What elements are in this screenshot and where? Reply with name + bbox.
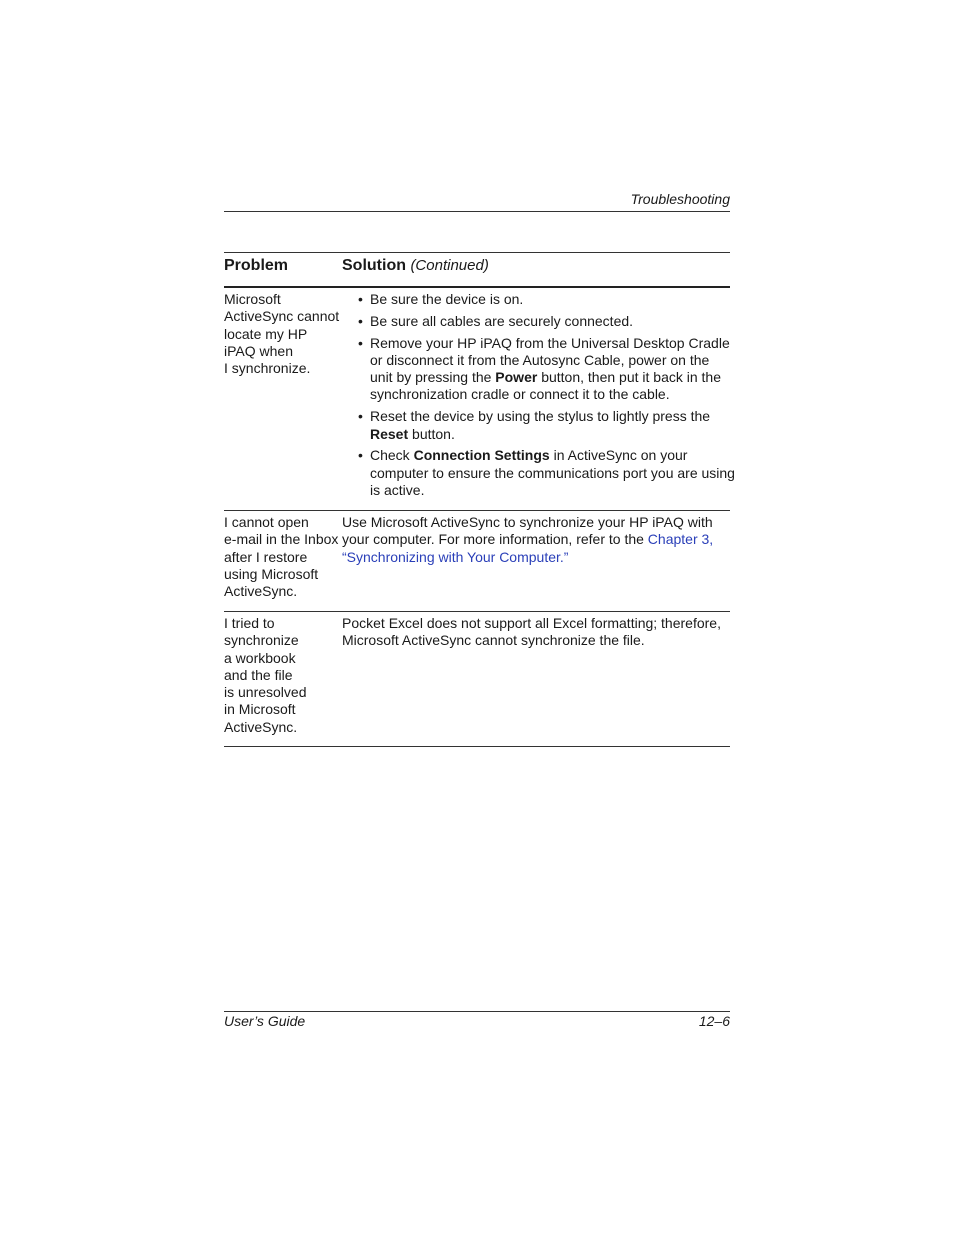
- bullet-item: [342, 313, 730, 330]
- bullet-text: synchronization cradle or connect it to the cable.: [370, 386, 670, 403]
- bold-term-power: Power: [495, 369, 538, 386]
- problem-line: locate my HP: [224, 325, 308, 342]
- footer-guide-title: User’s Guide: [224, 1013, 306, 1029]
- solution-text: Use Microsoft ActiveSync to synchronize your HP iPAQ with: [342, 514, 713, 530]
- bullet-text: [370, 447, 730, 464]
- document-page: [224, 0, 735, 1235]
- problem-line: is unresolved: [224, 684, 307, 701]
- problem-cell: [224, 615, 336, 736]
- chapter-3-link-continued[interactable]: “Synchronizing with Your Computer.”: [342, 548, 569, 565]
- solution-bullet-list: [342, 291, 735, 499]
- solution-text: [342, 549, 730, 566]
- footer-rule: [224, 1011, 730, 1012]
- table-header-rule: [224, 286, 730, 288]
- problem-cell: [224, 514, 339, 600]
- problem-line: ActiveSync.: [224, 583, 298, 600]
- problem-line: using Microsoft: [224, 565, 319, 582]
- problem-line: iPAQ when: [224, 342, 293, 359]
- bullet-text: is active.: [370, 481, 425, 498]
- bullet-text: [370, 426, 730, 443]
- column-header-solution: [342, 257, 489, 275]
- problem-line: I synchronize.: [224, 360, 311, 377]
- problem-line: e-mail in the Inbox: [224, 531, 339, 548]
- solution-cell: [342, 291, 735, 504]
- text-run: in ActiveSync on your: [549, 447, 688, 464]
- bullet-text: • Reset the device by using the stylus to lightly press the: [370, 408, 711, 425]
- row-divider: [224, 510, 730, 511]
- page-number: 12–6: [698, 1013, 730, 1029]
- problem-cell: [224, 291, 340, 377]
- bold-term-connection-settings: Connection Settings: [413, 447, 550, 464]
- problem-line: synchronize: [224, 632, 299, 649]
- continued-note: (Continued): [410, 257, 489, 274]
- bullet-item: [342, 291, 730, 308]
- bullet-text: • Be sure all cables are securely connected.: [370, 312, 634, 329]
- problem-line: in Microsoft: [224, 701, 296, 718]
- row-divider: [224, 611, 730, 612]
- bullet-item: [342, 447, 735, 499]
- running-head: Troubleshooting: [630, 191, 730, 207]
- column-header-problem: Problem: [224, 257, 289, 274]
- bullet-item: [342, 408, 730, 443]
- bullet-text: • Be sure the device is on.: [370, 291, 524, 307]
- text-run: your computer. For more information, refer to the: [342, 531, 648, 548]
- table-bottom-rule: [224, 746, 730, 747]
- bullet-text: computer to ensure the communications port you are using: [370, 464, 735, 481]
- problem-line: I tried to: [224, 615, 275, 631]
- solution-text: [342, 531, 730, 548]
- problem-line: Microsoft: [224, 291, 281, 307]
- chapter-3-link[interactable]: Chapter 3,: [647, 531, 714, 548]
- bullet-text: or disconnect it from the Autosync Cable, power on the: [370, 351, 710, 368]
- problem-line: I cannot open: [224, 514, 309, 530]
- problem-line: after I restore: [224, 548, 308, 565]
- table-top-rule: [224, 252, 730, 253]
- text-run: button.: [408, 425, 455, 442]
- text-run: unit by pressing the: [370, 369, 496, 386]
- solution-header-label: Solution: [342, 257, 406, 274]
- problem-line: ActiveSync cannot: [224, 308, 340, 325]
- bold-term-reset: Reset: [370, 425, 409, 442]
- solution-cell: [342, 514, 730, 566]
- solution-text: Microsoft ActiveSync cannot synchronize the file.: [342, 632, 645, 649]
- bullet-item: [342, 335, 730, 404]
- problem-line: ActiveSync.: [224, 718, 298, 735]
- bullet-text: [370, 369, 730, 386]
- header-rule: [224, 211, 730, 212]
- solution-cell: [342, 615, 730, 650]
- solution-text: Pocket Excel does not support all Excel formatting; therefore,: [342, 615, 721, 631]
- problem-line: a workbook: [224, 649, 296, 666]
- text-run: Check: [370, 447, 414, 464]
- problem-line: and the file: [224, 666, 293, 683]
- bullet-text: • Remove your HP iPAQ from the Universal Desktop Cradle: [370, 334, 730, 351]
- text-run: button, then put it back in the: [537, 369, 721, 386]
